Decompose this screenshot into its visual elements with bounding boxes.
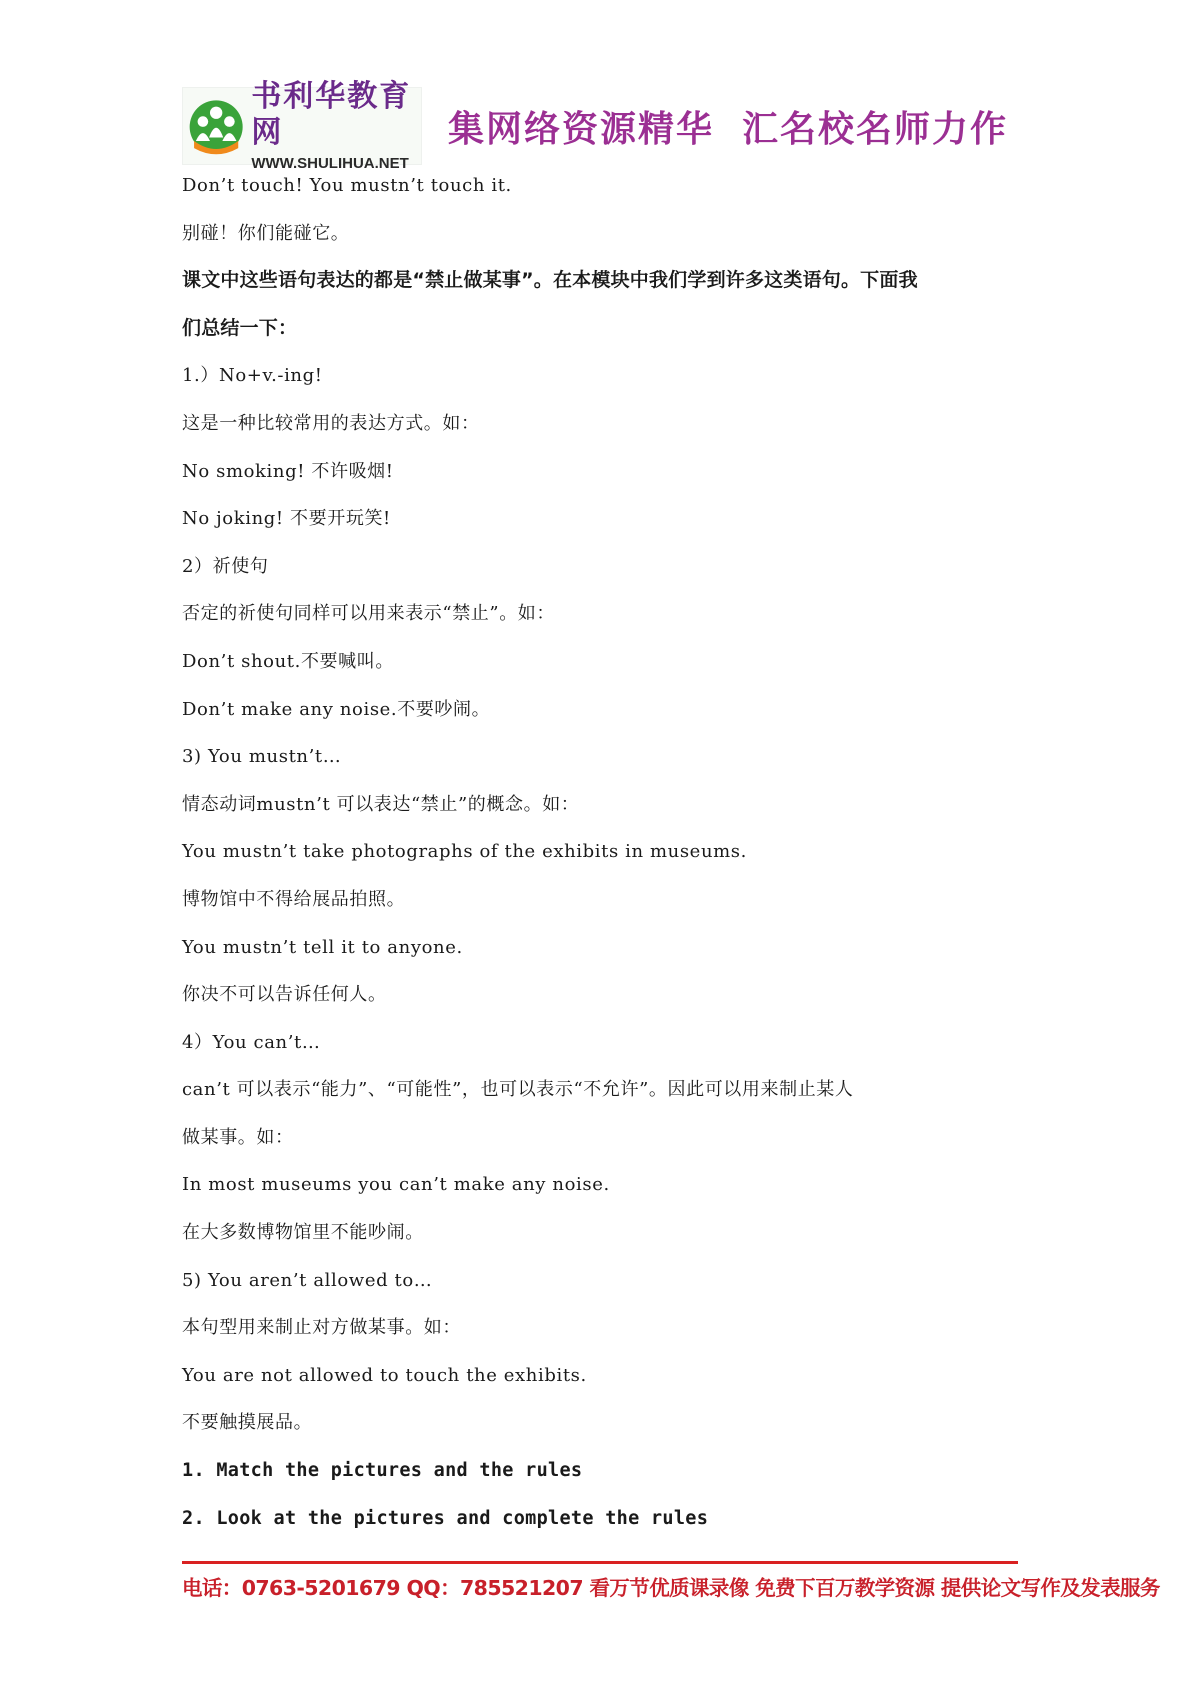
document-body	[182, 162, 1022, 1542]
slogan-left: 集网络资源精华	[447, 108, 714, 150]
text-line: 做某事。如：	[182, 1126, 294, 1148]
text-line: 你决不可以告诉任何人。	[182, 984, 387, 1006]
slogan-right: 汇名校名师力作	[741, 108, 1008, 150]
text-line: In most museums you can’t make any noise.	[182, 1174, 610, 1196]
text-line: No smoking! 不许吸烟!	[182, 460, 394, 482]
text-line: 情态动词mustn’t 可以表达“禁止”的概念。如：	[182, 793, 580, 815]
site-header	[182, 79, 1008, 172]
text-line: 课文中这些语句表达的都是“禁止做某事”。在本模块中我们学到许多这类语句。下面我	[182, 269, 918, 292]
footer-contact: 电话：0763-5201679 QQ：785521207 看万节优质课录像 免费下百万教学资源 提供论文写作及发表服务	[182, 1576, 1160, 1600]
text-line: 否定的祈使句同样可以用来表示“禁止”。如：	[182, 603, 556, 625]
logo-name: 书利华教育网	[251, 79, 412, 150]
footer-divider	[182, 1561, 1018, 1564]
text-line: You are not allowed to touch the exhibits.	[182, 1364, 587, 1386]
text-line: You mustn’t tell it to anyone.	[182, 936, 463, 958]
logo-people-icon	[187, 91, 245, 161]
text-line: 别碰！你们能碰它。	[182, 222, 350, 244]
site-logo[interactable]	[182, 79, 422, 172]
text-line: 博物馆中不得给展品拍照。	[182, 888, 406, 910]
text-line: 3) You mustn’t…	[182, 746, 342, 768]
text-line: 2. Look at the pictures and complete the rules	[182, 1507, 709, 1529]
text-line: 1. Match the pictures and the rules	[182, 1460, 583, 1482]
text-line: You mustn’t take photographs of the exhibits in museums.	[182, 841, 747, 863]
text-line: Don’t make any noise.不要吵闹。	[182, 698, 491, 720]
text-line: No joking! 不要开玩笑!	[182, 508, 391, 530]
text-line: 这是一种比较常用的表达方式。如：	[182, 412, 480, 434]
logo-url: WWW.SHULIHUA.NET	[251, 155, 409, 172]
text-line: 5) You aren’t allowed to…	[182, 1269, 433, 1291]
text-line: 4）You can’t…	[182, 1031, 321, 1053]
text-line: 1.）No+v.-ing!	[182, 365, 323, 387]
text-line: 在大多数博物馆里不能吵闹。	[182, 1222, 424, 1244]
text-line: can’t 可以表示“能力”、“可能性”，也可以表示“不允许”。因此可以用来制止某人	[182, 1079, 854, 1101]
text-line: 不要触摸展品。	[182, 1412, 313, 1434]
text-line: 2）祈使句	[182, 555, 269, 577]
text-line: 们总结一下：	[182, 316, 298, 339]
header-slogan	[448, 101, 1008, 152]
text-line: Don’t touch! You mustn’t touch it.	[182, 175, 512, 196]
text-line: Don’t shout.不要喊叫。	[182, 650, 394, 672]
text-line: 本句型用来制止对方做某事。如：	[182, 1317, 461, 1339]
